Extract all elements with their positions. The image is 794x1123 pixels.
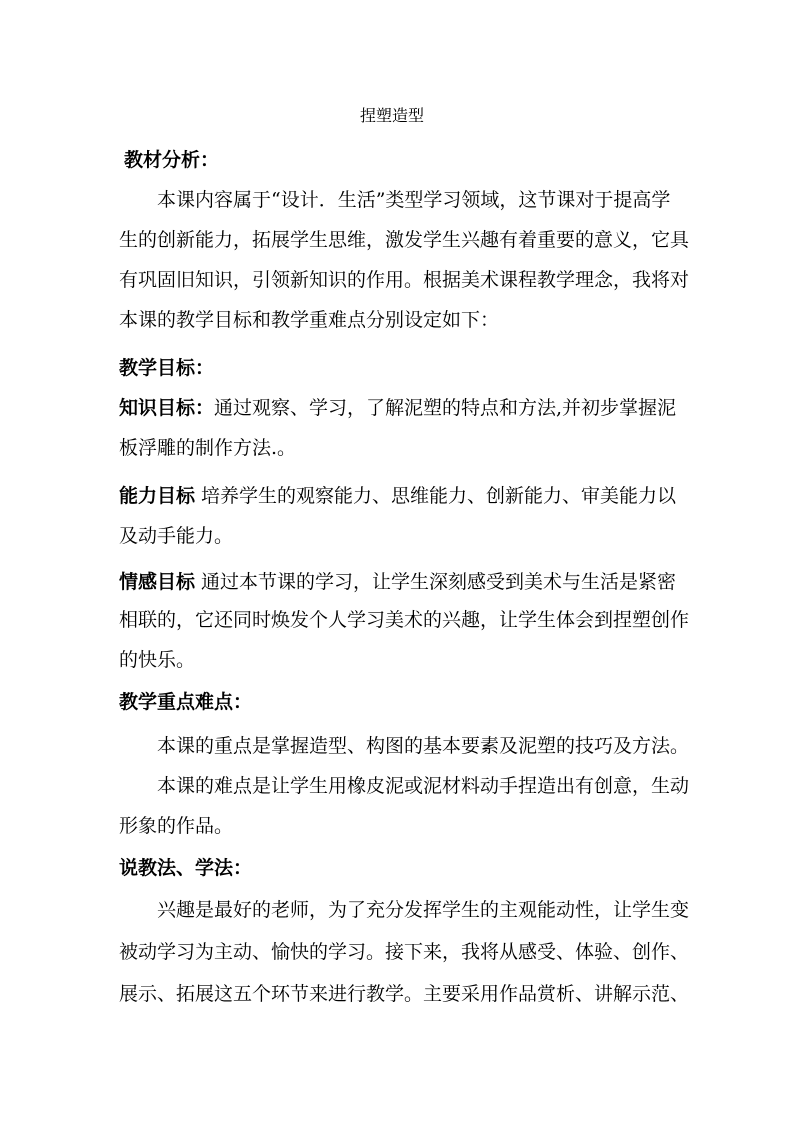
goal-knowledge — [119, 396, 676, 420]
paragraph-line: 形象的作品。 — [119, 815, 234, 837]
goal-emotion — [119, 570, 676, 594]
paragraph-line: 本课的难点是让学生用橡皮泥或泥材料动手捏造出有创意，生动 — [157, 775, 690, 797]
section-heading-key-points: 教学重点难点： — [119, 691, 253, 713]
section-heading-textbook-analysis: 教材分析： — [124, 149, 220, 171]
goal-text: 通过本节课的学习，让学生深刻感受到美术与生活是紧密 — [201, 571, 677, 593]
goal-label: 能力目标 — [119, 485, 196, 507]
paragraph-line: 本课内容属于“设计．生活”类型学习领域，这节课对于提高学 — [157, 189, 671, 211]
paragraph-line: 相联的，它还同时焕发个人学习美术的兴趣，让学生体会到捏塑创作 — [119, 609, 690, 631]
goal-text: 通过观察、学习，了解泥塑的特点和方法,并初步掌握泥 — [214, 397, 677, 419]
paragraph-line: 的快乐。 — [119, 649, 196, 671]
goal-text: 培养学生的观察能力、思维能力、创新能力、审美能力以 — [201, 485, 677, 507]
page-title: 捏塑造型 — [360, 106, 425, 125]
goal-label: 知识目标： — [119, 397, 215, 419]
paragraph-line: 展示、拓展这五个环节来进行教学。主要采用作品赏析、讲解示范、 — [119, 983, 690, 1005]
paragraph-line: 有巩固旧知识，引领新知识的作用。根据美术课程教学理念，我将对 — [119, 269, 690, 291]
paragraph-line: 本课的重点是掌握造型、构图的基本要素及泥塑的技巧及方法。 — [157, 735, 690, 757]
paragraph-line: 本课的教学目标和教学重难点分别设定如下： — [119, 309, 500, 331]
paragraph-line: 兴趣是最好的老师，为了充分发挥学生的主观能动性，让学生变 — [157, 899, 690, 921]
paragraph-line: 被动学习为主动、愉快的学习。接下来，我将从感受、体验、创作、 — [119, 941, 690, 963]
goal-ability — [119, 484, 676, 508]
paragraph-line: 板浮雕的制作方法.。 — [119, 437, 297, 459]
section-heading-methods: 说教法、学法： — [119, 857, 253, 879]
goal-label: 情感目标 — [119, 571, 196, 593]
paragraph-line: 及动手能力。 — [119, 525, 234, 547]
paragraph-line: 生的创新能力，拓展学生思维，激发学生兴趣有着重要的意义，它具 — [119, 229, 690, 251]
section-heading-teaching-goals: 教学目标： — [119, 357, 215, 379]
